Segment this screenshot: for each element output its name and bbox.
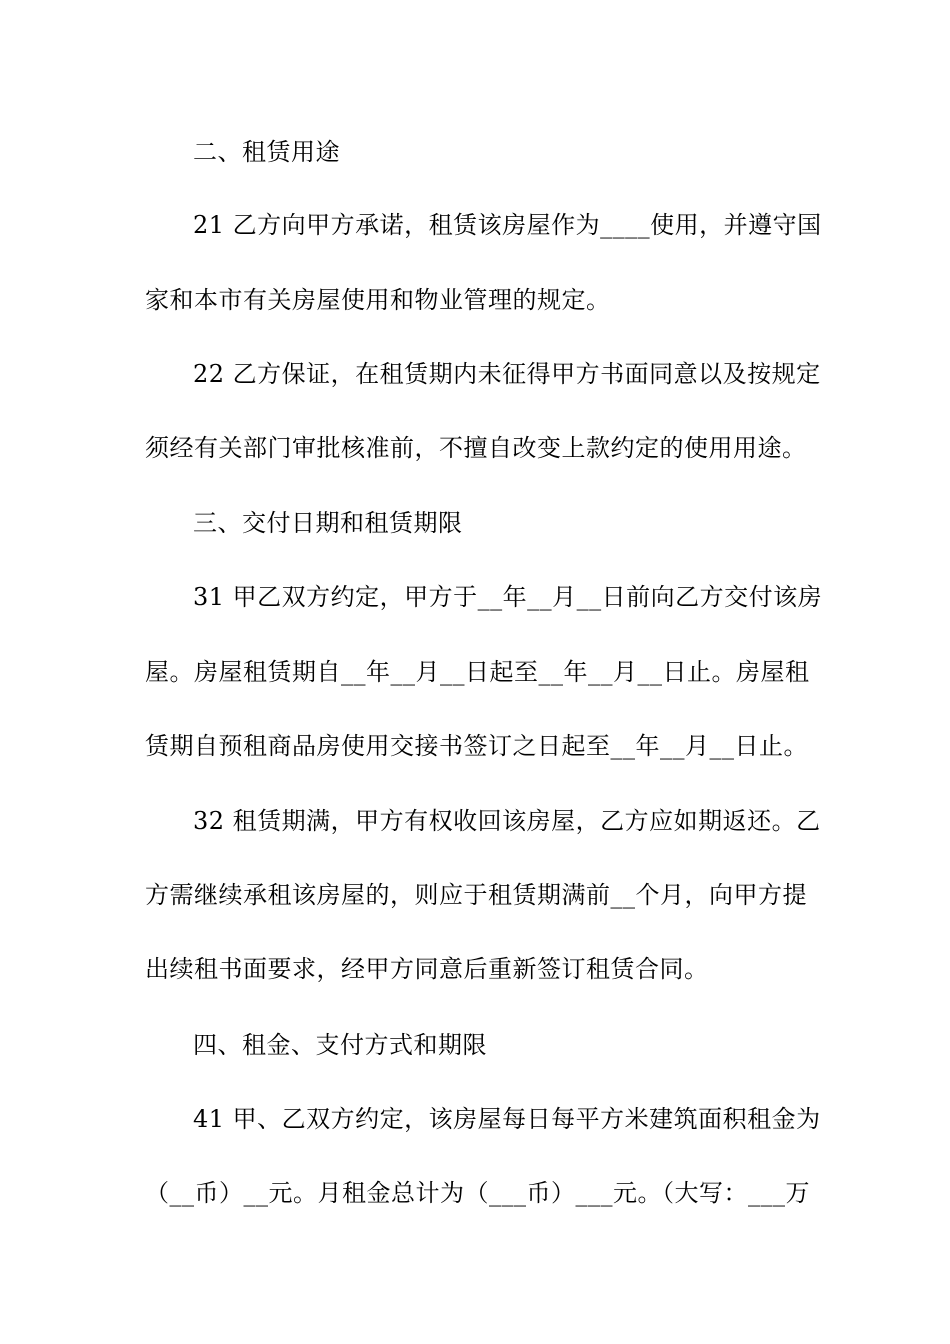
clause-3-2-line-2: 方需继续承租该房屋的，则应于租赁期满前__个月，向甲方提	[145, 881, 807, 909]
clause-3-2-line-1: 32 租赁期满，甲方有权收回该房屋，乙方应如期返还。乙	[193, 807, 821, 835]
clause-3-1-line-3: 赁期自预租商品房使用交接书签订之日起至__年__月__日止。	[145, 732, 808, 760]
clause-4-1-line-2: （__币）__元。月租金总计为（___币）___元。（大写：___万	[145, 1179, 810, 1207]
clause-2-2-line-2: 须经有关部门审批核准前，不擅自改变上款约定的使用用途。	[145, 434, 807, 462]
clause-2-2-line-1: 22 乙方保证，在租赁期内未征得甲方书面同意以及按规定	[193, 360, 821, 388]
clause-3-1-line-1: 31 甲乙双方约定，甲方于__年__月__日前向乙方交付该房	[193, 583, 823, 611]
clause-3-1-line-2: 屋。房屋租赁期自__年__月__日起至__年__月__日止。房屋租	[145, 658, 810, 686]
clause-2-1-line-1: 21 乙方向甲方承诺，租赁该房屋作为____使用，并遵守国	[193, 211, 822, 239]
section-heading-delivery-term: 三、交付日期和租赁期限	[193, 509, 463, 537]
section-heading-rent-payment: 四、租金、支付方式和期限	[193, 1031, 487, 1059]
clause-4-1-line-1: 41 甲、乙双方约定，该房屋每日每平方米建筑面积租金为	[193, 1105, 821, 1133]
clause-2-1-line-2: 家和本市有关房屋使用和物业管理的规定。	[145, 286, 611, 314]
section-heading-lease-purpose: 二、租赁用途	[193, 138, 340, 166]
clause-3-2-line-3: 出续租书面要求，经甲方同意后重新签订租赁合同。	[145, 955, 709, 983]
